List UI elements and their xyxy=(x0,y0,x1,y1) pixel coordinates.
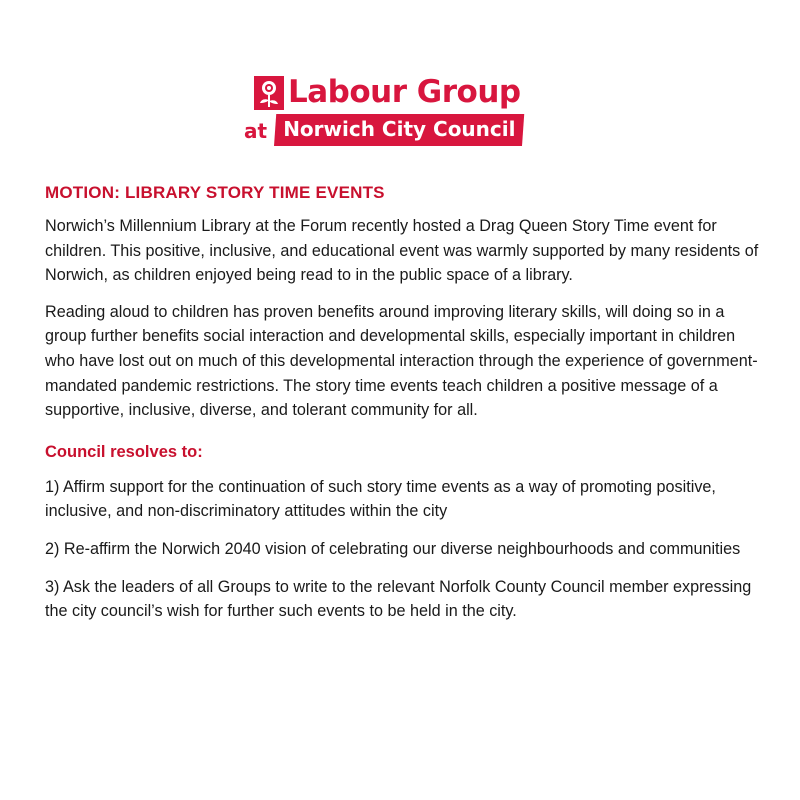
motion-document xyxy=(45,182,765,637)
resolution-item: 2) Re-affirm the Norwich 2040 vision of celebrating our diverse neighbourhoods and communities xyxy=(45,539,741,558)
logo-at: at xyxy=(244,119,268,143)
rose-icon xyxy=(254,76,284,110)
logo-banner xyxy=(274,114,525,146)
motion-paragraph: Norwich’s Millennium Library at the Forum recently hosted a Drag Queen Story Time event for children. This positive, inclusive, and educational event was warmly supported by many residents of Norwich, as children enjoyed being read to in the public space of a library. xyxy=(45,217,759,285)
resolution-item: 3) Ask the leaders of all Groups to write to the relevant Norfolk County Council member expressing the city council’s wish for further such events to be held in the city. xyxy=(45,577,752,621)
resolves-heading: Council resolves to: xyxy=(45,442,203,461)
logo-banner-text: Norwich City Council xyxy=(283,117,516,141)
labour-group-logo xyxy=(244,72,534,152)
resolution-item: 1) Affirm support for the continuation of such story time events as a way of promoting positive, inclusive, and non-discriminatory attitudes within the city xyxy=(45,477,716,521)
motion-paragraph: Reading aloud to children has proven benefits around improving literary skills, will doing so in a group further benefits social interaction and developmental skills, especially important in children who have lost out on much of this developmental interaction through the experience of government-mandated pandemic restrictions. The story time events teach children a positive message of a supportive, inclusive, diverse, and tolerant community for all. xyxy=(45,302,758,420)
motion-title: MOTION: LIBRARY STORY TIME EVENTS xyxy=(45,183,385,202)
logo-title: Labour Group xyxy=(288,74,521,110)
